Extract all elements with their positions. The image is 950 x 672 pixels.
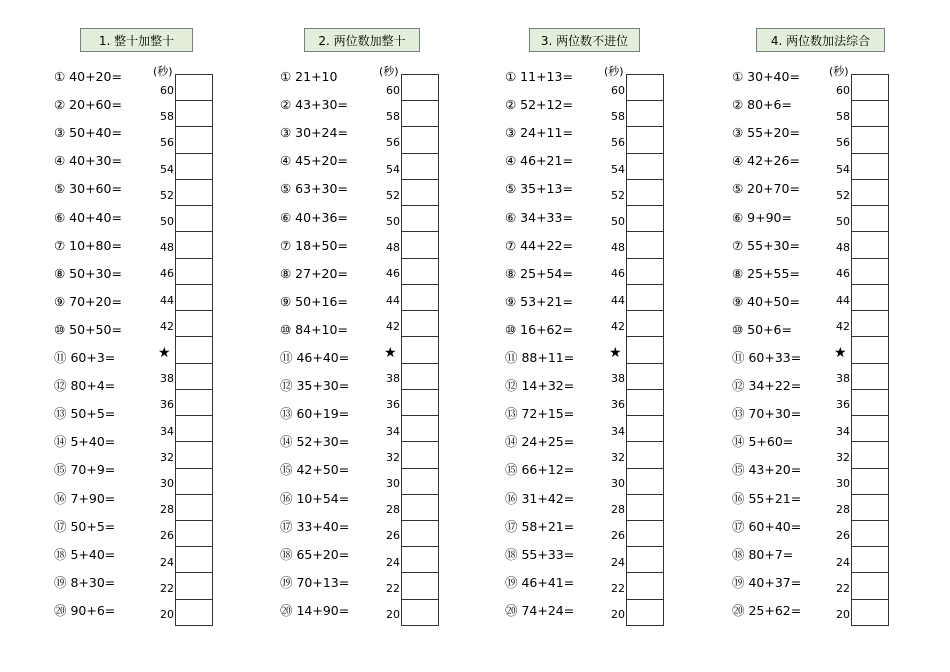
timer-tick: 56 bbox=[611, 136, 625, 150]
timer-tick: 20 bbox=[611, 608, 625, 621]
timer-tick: 58 bbox=[386, 110, 400, 124]
problem-item: ⑥ 34+33= bbox=[505, 209, 573, 225]
timer-tick: 24 bbox=[386, 555, 400, 569]
answer-box[interactable] bbox=[176, 573, 212, 599]
answer-box[interactable] bbox=[402, 127, 438, 153]
timer-tick: 48 bbox=[836, 241, 850, 255]
answer-box[interactable] bbox=[852, 101, 888, 127]
problem-item: ② 80+6= bbox=[732, 97, 792, 113]
timer-tick: 42 bbox=[160, 319, 174, 333]
answer-box[interactable] bbox=[852, 547, 888, 573]
answer-box[interactable] bbox=[627, 547, 663, 573]
timer-tick: 42 bbox=[836, 319, 850, 333]
answer-box[interactable] bbox=[627, 521, 663, 547]
answer-box[interactable] bbox=[852, 259, 888, 285]
problem-item: ⑫ 14+32= bbox=[505, 378, 575, 394]
timer-tick: 34 bbox=[160, 424, 174, 438]
star-icon: ★ bbox=[834, 345, 847, 361]
problem-item: ⑤ 20+70= bbox=[732, 181, 800, 197]
answer-box[interactable] bbox=[627, 390, 663, 416]
problem-item: ⑯ 31+42= bbox=[505, 490, 575, 506]
answer-box[interactable] bbox=[176, 364, 212, 390]
answer-column bbox=[626, 74, 664, 626]
timer-tick: 22 bbox=[836, 581, 850, 595]
timer-tick: 44 bbox=[836, 293, 850, 307]
timer-tick: 48 bbox=[160, 241, 174, 255]
answer-box[interactable] bbox=[176, 600, 212, 625]
answer-box[interactable] bbox=[852, 154, 888, 180]
answer-box[interactable] bbox=[627, 75, 663, 101]
timer-tick: 22 bbox=[611, 581, 625, 595]
timer-tick: 48 bbox=[611, 241, 625, 255]
section-title: 1. 整十加整十 bbox=[80, 28, 193, 52]
section-title: 2. 两位数加整十 bbox=[304, 28, 420, 52]
timer-tick: 52 bbox=[386, 188, 400, 202]
timer-tick: 24 bbox=[611, 555, 625, 569]
timer-tick: 24 bbox=[160, 555, 174, 569]
problem-item: ⑩ 50+50= bbox=[54, 321, 122, 337]
answer-box[interactable] bbox=[627, 600, 663, 625]
problem-item: ⑮ 66+12= bbox=[505, 462, 575, 478]
problem-item: ⑱ 55+33= bbox=[505, 546, 575, 562]
problem-item: ⑬ 60+19= bbox=[280, 406, 350, 422]
answer-box[interactable] bbox=[402, 101, 438, 127]
star-icon: ★ bbox=[609, 345, 622, 361]
timer-unit-label: (秒) bbox=[379, 65, 399, 78]
problem-item: ⑳ 25+62= bbox=[732, 602, 802, 618]
problem-item: ⑰ 33+40= bbox=[280, 518, 350, 534]
problem-item: ① 30+40= bbox=[732, 69, 800, 84]
problem-item: ① 11+13= bbox=[505, 69, 573, 84]
timer-tick: 32 bbox=[160, 450, 174, 464]
problem-item: ⑪ 88+11= bbox=[505, 350, 575, 365]
problem-item: ⑧ 27+20= bbox=[280, 265, 348, 281]
timer-tick: 34 bbox=[836, 424, 850, 438]
timer-tick: 26 bbox=[386, 529, 400, 543]
timer-tick: 42 bbox=[611, 319, 625, 333]
timer-tick: 38 bbox=[836, 372, 850, 386]
problem-item: ⑦ 10+80= bbox=[54, 237, 122, 253]
timer-tick: 28 bbox=[836, 503, 850, 517]
timer-tick: 36 bbox=[160, 398, 174, 412]
problem-item: ⑲ 70+13= bbox=[280, 574, 350, 590]
answer-box[interactable] bbox=[852, 600, 888, 625]
answer-box[interactable] bbox=[176, 337, 212, 363]
answer-box[interactable] bbox=[852, 232, 888, 258]
problem-item: ⑨ 70+20= bbox=[54, 293, 122, 309]
problem-item: ⑧ 50+30= bbox=[54, 265, 122, 281]
problem-item: ② 52+12= bbox=[505, 97, 573, 113]
problem-item: ⑫ 34+22= bbox=[732, 378, 802, 394]
timer-tick: 26 bbox=[160, 529, 174, 543]
answer-box[interactable] bbox=[627, 127, 663, 153]
timer-tick: 28 bbox=[611, 503, 625, 517]
answer-box[interactable] bbox=[852, 442, 888, 468]
timer-tick: 54 bbox=[386, 162, 400, 176]
problem-item: ⑰ 60+40= bbox=[732, 518, 802, 534]
answer-column bbox=[401, 74, 439, 626]
problem-item: ⑭ 5+40= bbox=[54, 434, 116, 450]
answer-box[interactable] bbox=[402, 416, 438, 442]
problem-item: ⑯ 7+90= bbox=[54, 490, 116, 506]
problem-item: ⑪ 46+40= bbox=[280, 350, 350, 365]
answer-box[interactable] bbox=[176, 416, 212, 442]
answer-box[interactable] bbox=[852, 390, 888, 416]
timer-tick: 50 bbox=[160, 215, 174, 228]
problem-item: ① 40+20= bbox=[54, 69, 122, 84]
problem-item: ⑧ 25+54= bbox=[505, 265, 573, 281]
timer-tick: 32 bbox=[836, 450, 850, 464]
answer-box[interactable] bbox=[852, 180, 888, 206]
problem-item: ⑬ 50+5= bbox=[54, 406, 116, 422]
timer-tick: 46 bbox=[611, 267, 625, 281]
problem-item: ② 20+60= bbox=[54, 97, 122, 113]
problem-item: ⑲ 40+37= bbox=[732, 574, 802, 590]
problem-item: ⑦ 55+30= bbox=[732, 237, 800, 253]
problem-item: ⑤ 30+60= bbox=[54, 181, 122, 197]
answer-box[interactable] bbox=[627, 206, 663, 232]
timer-tick: 22 bbox=[160, 581, 174, 595]
answer-box[interactable] bbox=[176, 469, 212, 495]
problem-item: ⑫ 35+30= bbox=[280, 378, 350, 394]
answer-box[interactable] bbox=[627, 416, 663, 442]
answer-box[interactable] bbox=[627, 154, 663, 180]
timer-tick: 54 bbox=[611, 162, 625, 176]
answer-box[interactable] bbox=[176, 206, 212, 232]
answer-box[interactable] bbox=[852, 364, 888, 390]
timer-tick: 44 bbox=[611, 293, 625, 307]
answer-box[interactable] bbox=[176, 547, 212, 573]
timer-tick: 50 bbox=[611, 215, 625, 228]
answer-box[interactable] bbox=[852, 206, 888, 232]
problem-item: ⑪ 60+33= bbox=[732, 350, 802, 365]
answer-box[interactable] bbox=[627, 573, 663, 599]
timer-tick: 58 bbox=[836, 110, 850, 124]
answer-box[interactable] bbox=[402, 206, 438, 232]
answer-box[interactable] bbox=[176, 521, 212, 547]
timer-tick: 56 bbox=[386, 136, 400, 150]
answer-box[interactable] bbox=[852, 337, 888, 363]
timer-unit-label: (秒) bbox=[829, 65, 849, 78]
star-icon: ★ bbox=[158, 345, 171, 361]
timer-tick: 38 bbox=[160, 372, 174, 386]
timer-tick: 28 bbox=[160, 503, 174, 517]
timer-tick: 20 bbox=[160, 608, 174, 621]
problem-item: ③ 50+40= bbox=[54, 125, 122, 141]
timer-tick: 30 bbox=[611, 477, 625, 490]
problem-item: ⑩ 50+6= bbox=[732, 321, 792, 337]
problem-item: ⑮ 70+9= bbox=[54, 462, 116, 478]
answer-box[interactable] bbox=[852, 285, 888, 311]
problem-item: ⑦ 44+22= bbox=[505, 237, 573, 253]
timer-tick: 54 bbox=[160, 162, 174, 176]
answer-box[interactable] bbox=[176, 442, 212, 468]
problem-item: ⑫ 80+4= bbox=[54, 378, 116, 394]
answer-box[interactable] bbox=[402, 390, 438, 416]
timer-tick: 28 bbox=[386, 503, 400, 517]
answer-box[interactable] bbox=[402, 259, 438, 285]
timer-tick: 60 bbox=[836, 84, 850, 97]
timer-tick: 58 bbox=[160, 110, 174, 124]
answer-box[interactable] bbox=[402, 311, 438, 337]
problem-item: ⑮ 43+20= bbox=[732, 462, 802, 478]
timer-tick: 36 bbox=[386, 398, 400, 412]
problem-item: ① 21+10 bbox=[280, 69, 338, 84]
answer-box[interactable] bbox=[402, 442, 438, 468]
answer-box[interactable] bbox=[402, 600, 438, 625]
answer-box[interactable] bbox=[627, 285, 663, 311]
answer-column bbox=[851, 74, 889, 626]
star-icon: ★ bbox=[384, 345, 397, 361]
timer-tick: 34 bbox=[386, 424, 400, 438]
problem-item: ⑱ 5+40= bbox=[54, 546, 116, 562]
answer-box[interactable] bbox=[176, 390, 212, 416]
timer-tick: 30 bbox=[160, 477, 174, 490]
section-title: 3. 两位数不进位 bbox=[529, 28, 640, 52]
answer-box[interactable] bbox=[402, 469, 438, 495]
problem-item: ④ 46+21= bbox=[505, 153, 573, 169]
problem-item: ⑨ 53+21= bbox=[505, 293, 573, 309]
problem-item: ⑦ 18+50= bbox=[280, 237, 348, 253]
problem-item: ⑭ 24+25= bbox=[505, 434, 575, 450]
timer-tick: 42 bbox=[386, 319, 400, 333]
timer-tick: 46 bbox=[836, 267, 850, 281]
answer-box[interactable] bbox=[176, 259, 212, 285]
timer-tick: 34 bbox=[611, 424, 625, 438]
problem-item: ⑯ 55+21= bbox=[732, 490, 802, 506]
timer-tick: 20 bbox=[836, 608, 850, 621]
timer-tick: 46 bbox=[160, 267, 174, 281]
problem-item: ⑳ 90+6= bbox=[54, 602, 116, 618]
answer-box[interactable] bbox=[627, 101, 663, 127]
problem-item: ⑳ 14+90= bbox=[280, 602, 350, 618]
timer-unit-label: (秒) bbox=[604, 65, 624, 78]
timer-tick: 52 bbox=[611, 188, 625, 202]
timer-tick: 58 bbox=[611, 110, 625, 124]
timer-tick: 52 bbox=[836, 188, 850, 202]
timer-tick: 50 bbox=[836, 215, 850, 228]
problem-item: ⑱ 65+20= bbox=[280, 546, 350, 562]
problem-item: ③ 24+11= bbox=[505, 125, 573, 141]
problem-item: ⑲ 46+41= bbox=[505, 574, 575, 590]
problem-item: ⑥ 40+40= bbox=[54, 209, 122, 225]
answer-box[interactable] bbox=[402, 232, 438, 258]
problem-item: ⑨ 40+50= bbox=[732, 293, 800, 309]
section-title: 4. 两位数加法综合 bbox=[756, 28, 885, 52]
answer-box[interactable] bbox=[852, 521, 888, 547]
timer-tick: 30 bbox=[386, 477, 400, 490]
timer-tick: 32 bbox=[611, 450, 625, 464]
timer-tick: 22 bbox=[386, 581, 400, 595]
answer-box[interactable] bbox=[402, 364, 438, 390]
problem-item: ⑭ 5+60= bbox=[732, 434, 794, 450]
problem-item: ⑬ 72+15= bbox=[505, 406, 575, 422]
answer-box[interactable] bbox=[852, 127, 888, 153]
timer-tick: 26 bbox=[836, 529, 850, 543]
timer-tick: 44 bbox=[160, 293, 174, 307]
timer-tick: 38 bbox=[386, 372, 400, 386]
timer-tick: 54 bbox=[836, 162, 850, 176]
problem-item: ⑧ 25+55= bbox=[732, 265, 800, 281]
timer-tick: 48 bbox=[386, 241, 400, 255]
answer-box[interactable] bbox=[627, 337, 663, 363]
answer-box[interactable] bbox=[176, 101, 212, 127]
timer-tick: 46 bbox=[386, 267, 400, 281]
answer-box[interactable] bbox=[627, 495, 663, 521]
answer-column bbox=[175, 74, 213, 626]
problem-item: ⑭ 52+30= bbox=[280, 434, 350, 450]
timer-tick: 32 bbox=[386, 450, 400, 464]
answer-box[interactable] bbox=[176, 311, 212, 337]
answer-box[interactable] bbox=[402, 573, 438, 599]
problem-item: ⑪ 60+3= bbox=[54, 350, 116, 365]
answer-box[interactable] bbox=[176, 232, 212, 258]
problem-item: ⑮ 42+50= bbox=[280, 462, 350, 478]
timer-tick: 36 bbox=[611, 398, 625, 412]
answer-box[interactable] bbox=[402, 337, 438, 363]
timer-tick: 20 bbox=[386, 608, 400, 621]
timer-tick: 30 bbox=[836, 477, 850, 490]
answer-box[interactable] bbox=[176, 75, 212, 101]
problem-item: ④ 40+30= bbox=[54, 153, 122, 169]
problem-item: ③ 30+24= bbox=[280, 125, 348, 141]
answer-box[interactable] bbox=[402, 154, 438, 180]
problem-item: ⑰ 50+5= bbox=[54, 518, 116, 534]
timer-tick: 36 bbox=[836, 398, 850, 412]
answer-box[interactable] bbox=[402, 285, 438, 311]
answer-box[interactable] bbox=[402, 521, 438, 547]
problem-item: ⑬ 70+30= bbox=[732, 406, 802, 422]
problem-item: ⑤ 35+13= bbox=[505, 181, 573, 197]
timer-unit-label: (秒) bbox=[153, 65, 173, 78]
answer-box[interactable] bbox=[852, 416, 888, 442]
problem-item: ⑥ 40+36= bbox=[280, 209, 348, 225]
answer-box[interactable] bbox=[852, 573, 888, 599]
timer-tick: 56 bbox=[836, 136, 850, 150]
problem-item: ⑩ 16+62= bbox=[505, 321, 573, 337]
problem-item: ③ 55+20= bbox=[732, 125, 800, 141]
timer-tick: 26 bbox=[611, 529, 625, 543]
problem-item: ⑩ 84+10= bbox=[280, 321, 348, 337]
problem-item: ⑥ 9+90= bbox=[732, 209, 792, 225]
timer-tick: 24 bbox=[836, 555, 850, 569]
answer-box[interactable] bbox=[627, 180, 663, 206]
answer-box[interactable] bbox=[176, 285, 212, 311]
problem-item: ⑳ 74+24= bbox=[505, 602, 575, 618]
problem-item: ⑱ 80+7= bbox=[732, 546, 794, 562]
answer-box[interactable] bbox=[627, 232, 663, 258]
problem-item: ④ 42+26= bbox=[732, 153, 800, 169]
timer-tick: 38 bbox=[611, 372, 625, 386]
answer-box[interactable] bbox=[176, 127, 212, 153]
answer-box[interactable] bbox=[402, 75, 438, 101]
answer-box[interactable] bbox=[852, 311, 888, 337]
answer-box[interactable] bbox=[176, 495, 212, 521]
timer-tick: 60 bbox=[611, 84, 625, 97]
answer-box[interactable] bbox=[176, 154, 212, 180]
timer-tick: 50 bbox=[386, 215, 400, 228]
problem-item: ④ 45+20= bbox=[280, 153, 348, 169]
answer-box[interactable] bbox=[627, 442, 663, 468]
answer-box[interactable] bbox=[852, 495, 888, 521]
answer-box[interactable] bbox=[852, 469, 888, 495]
problem-item: ⑯ 10+54= bbox=[280, 490, 350, 506]
problem-item: ⑲ 8+30= bbox=[54, 574, 116, 590]
answer-box[interactable] bbox=[402, 180, 438, 206]
answer-box[interactable] bbox=[176, 180, 212, 206]
timer-tick: 60 bbox=[386, 84, 400, 97]
answer-box[interactable] bbox=[402, 547, 438, 573]
timer-tick: 44 bbox=[386, 293, 400, 307]
answer-box[interactable] bbox=[402, 495, 438, 521]
answer-box[interactable] bbox=[627, 469, 663, 495]
timer-tick: 52 bbox=[160, 188, 174, 202]
answer-box[interactable] bbox=[627, 364, 663, 390]
timer-tick: 60 bbox=[160, 84, 174, 97]
problem-item: ② 43+30= bbox=[280, 97, 348, 113]
answer-box[interactable] bbox=[627, 259, 663, 285]
timer-tick: 56 bbox=[160, 136, 174, 150]
problem-item: ⑰ 58+21= bbox=[505, 518, 575, 534]
problem-item: ⑨ 50+16= bbox=[280, 293, 348, 309]
answer-box[interactable] bbox=[852, 75, 888, 101]
problem-item: ⑤ 63+30= bbox=[280, 181, 348, 197]
answer-box[interactable] bbox=[627, 311, 663, 337]
